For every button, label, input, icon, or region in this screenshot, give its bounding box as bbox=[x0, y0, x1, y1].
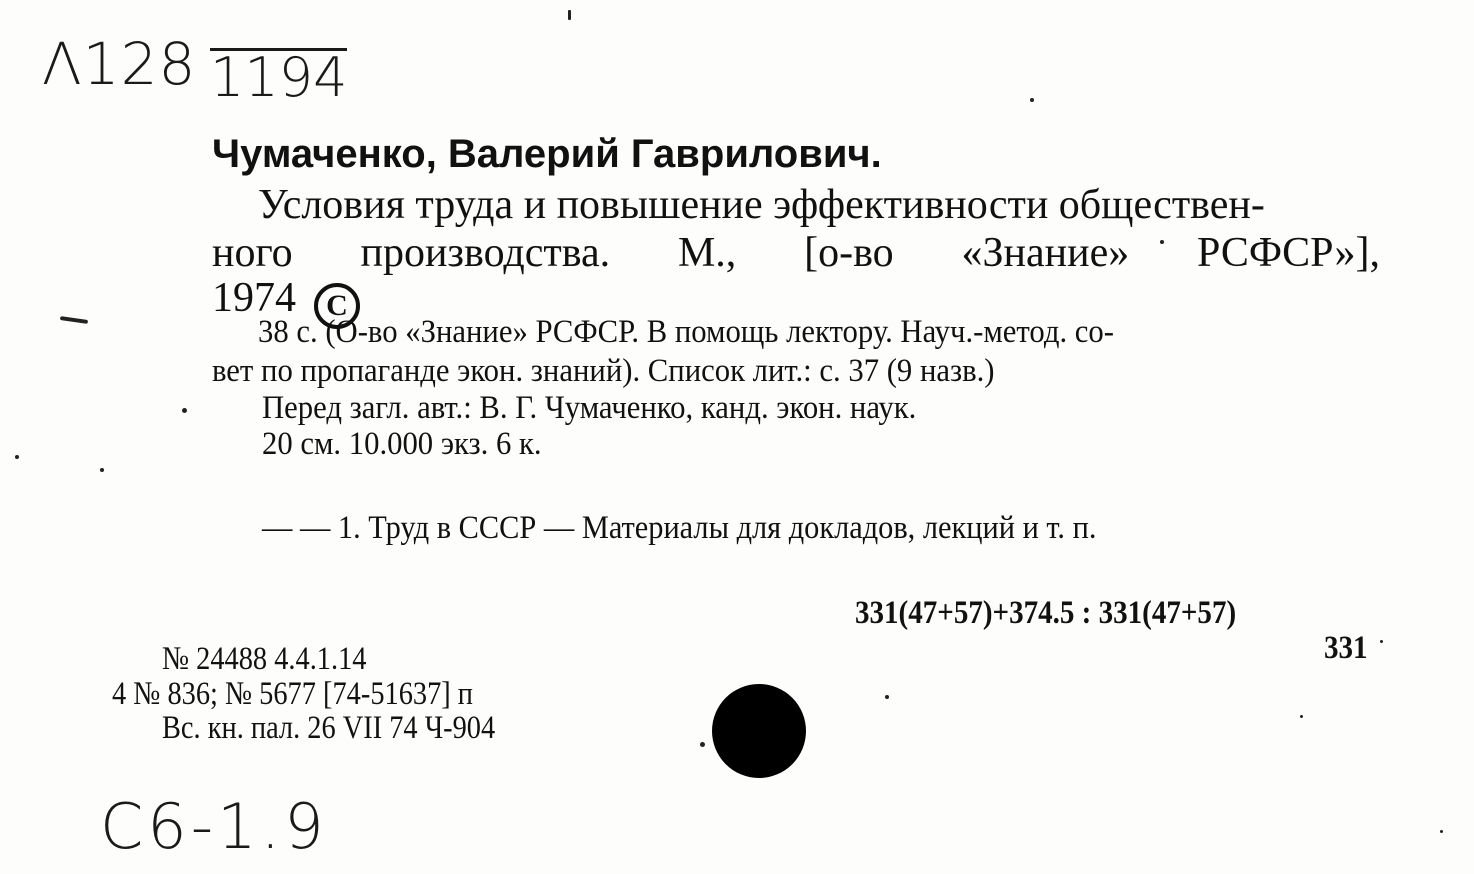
speck bbox=[885, 695, 889, 699]
description-line: Перед загл. авт.: В. Г. Чумаченко, канд. экон. наук. bbox=[262, 390, 917, 426]
handwritten-number: 1194 bbox=[210, 46, 348, 109]
description-line: 20 см. 10.000 экз. 6 к. bbox=[262, 426, 542, 462]
description-line: вет по пропаганде экон. знаний). Список лит.: с. 37 (9 назв.) bbox=[212, 353, 995, 389]
speck bbox=[700, 742, 705, 747]
speck bbox=[60, 316, 88, 324]
publication-year: 1974 bbox=[212, 275, 296, 321]
speck bbox=[1300, 715, 1303, 718]
speck bbox=[100, 468, 104, 472]
punch-hole bbox=[712, 684, 806, 778]
speck bbox=[182, 408, 187, 413]
classification-index: 331 bbox=[1324, 630, 1368, 666]
handwritten-bottom-code: C6-1.9 bbox=[100, 790, 328, 863]
registry-line: Вс. кн. пал. 26 VII 74 Ч-904 bbox=[162, 710, 496, 746]
copyright-icon: C bbox=[314, 283, 360, 329]
registry-line: 4 № 836; № 5677 [74-51637] п bbox=[112, 676, 474, 712]
speck bbox=[1030, 98, 1034, 102]
title-line: ного производства. М., [о-во «Знание» РСФСР»], bbox=[212, 230, 1380, 276]
title-line: Условия труда и повышение эффективности обществен- bbox=[258, 182, 1265, 228]
author-heading: Чумаченко, Валерий Гаврилович. bbox=[212, 132, 882, 176]
description-line: 38 с. (О-во «Знание» РСФСР. В помощь лектору. Науч.-метод. со- bbox=[258, 314, 1115, 350]
handwritten-shelf-code: Λ128 bbox=[42, 30, 197, 98]
speck bbox=[15, 455, 19, 459]
speck bbox=[1380, 640, 1383, 643]
subject-heading: — — 1. Труд в СССР — Материалы для докладов, лекций и т. п. bbox=[262, 510, 1097, 546]
classification-index: 331(47+57)+374.5 : 331(47+57) bbox=[855, 595, 1237, 631]
speck bbox=[1440, 830, 1443, 833]
registry-line: № 24488 4.4.1.14 bbox=[162, 641, 367, 677]
speck bbox=[568, 10, 571, 20]
